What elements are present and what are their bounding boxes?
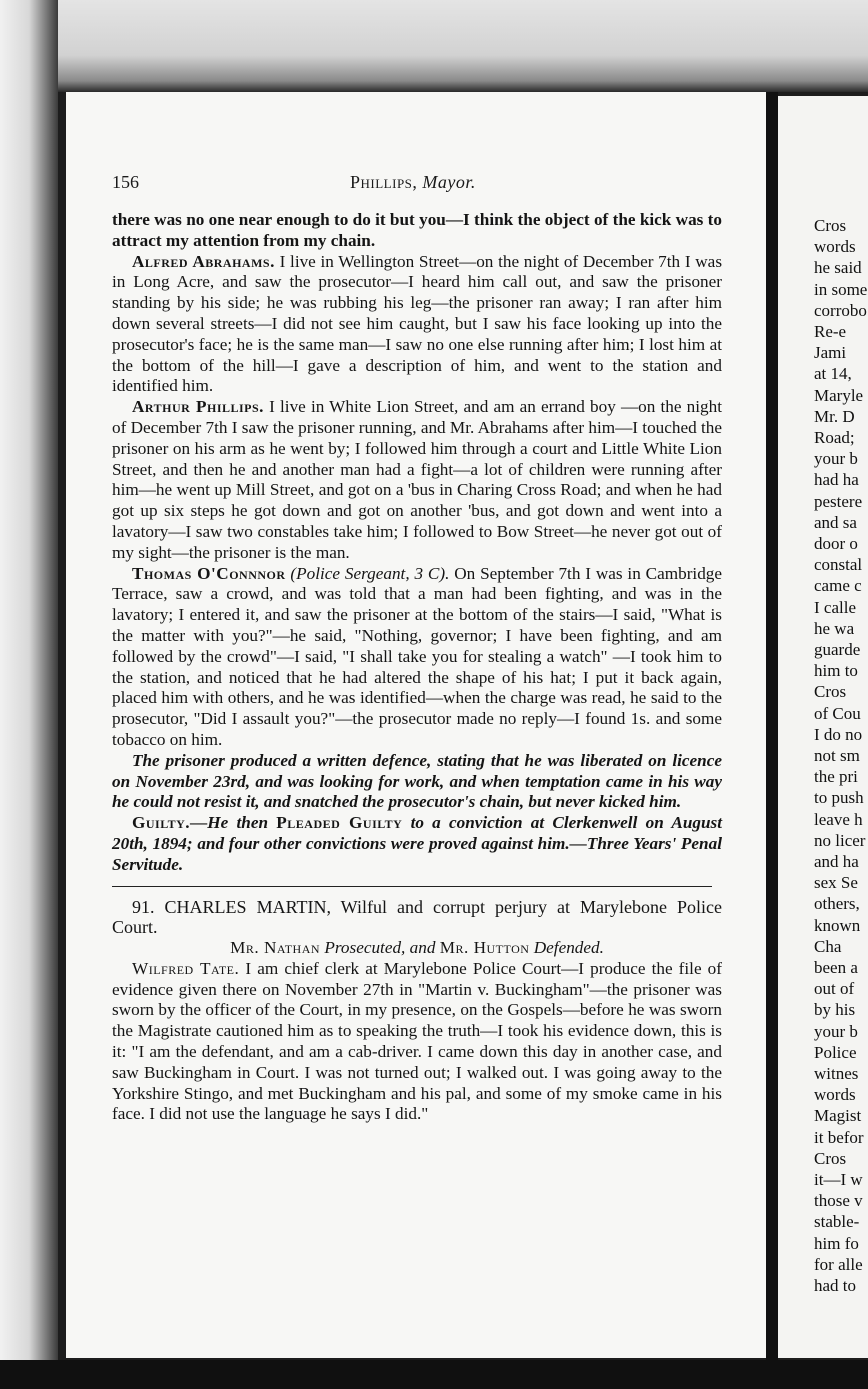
right-page-line: for alle (814, 1254, 863, 1274)
right-page-line: out of (814, 979, 855, 999)
right-page-line: to push (814, 788, 864, 808)
testimony: I live in Wellington Street—on the night of December 7th I was in Long Acre, and saw the prosecutor—I heard him call out, and saw the prisoner standing by his side; he was rubbing his leg—the prisoner ran away; I ran after him down several streets—I did not see him caught, but I saw his face looking up into the prosecutor's face; he is the same man—I saw no one else running after him; I lost him at the bottom of the hill—I gave a description of him, and went to the station and identified him. (112, 251, 723, 396)
right-page-line: others, (814, 894, 860, 914)
right-page-line: Cha (814, 936, 842, 956)
right-page-line: and ha (814, 852, 859, 871)
book-bottom-edge (0, 1360, 868, 1389)
right-page-line: witnes (814, 1064, 859, 1083)
paragraph (112, 252, 722, 398)
paragraph (112, 564, 722, 751)
right-page-line: by his (814, 1000, 856, 1020)
page-body (112, 210, 722, 1125)
right-page-line: Cros (814, 1148, 847, 1168)
right-page-line: it befor (814, 1127, 864, 1147)
book-top-edge (0, 0, 868, 92)
right-page-line: been a (814, 958, 858, 977)
right-page-line: constal (814, 555, 863, 575)
right-page-line: in some (814, 279, 868, 299)
right-page-line: he said (814, 258, 862, 278)
right-page-line: door o (814, 534, 858, 553)
right-page-line: at 14, (814, 364, 852, 384)
witness-name: Alfred Abrahams. (132, 251, 275, 271)
right-page-line: words (814, 1085, 856, 1105)
right-page-line: guarde (814, 640, 861, 659)
paragraph: there was no one near enough to do it but you—I think the object of the kick was to attract my attention from my chain. (112, 210, 722, 250)
right-page-line: your b (814, 449, 858, 469)
witness-name: Arthur Phillips. (132, 397, 264, 417)
right-page-line: corrobo (814, 300, 867, 320)
right-page-line: had ha (814, 470, 859, 490)
right-page-line: it—I w (814, 1170, 863, 1189)
testimony: I live in White Lion Street, and am an errand boy —on the night of December 7th I saw the prisoner running, and Mr. Abrahams after him—I touched the prisoner on his arm as he went by; I followed him through a court and Little White Lion Street, and then he and another man had a fight—a lot of children were running after him—he went up Mill Street, and got on a 'bus in Charing Cross Road; and when he had got up six steps he got down and got on another 'bus, and got down and went into a lavatory—I saw two constables take him; I followed to Bow Street—he never got out of my sight—the prisoner is the man. (112, 397, 723, 562)
right-page-line: Maryle (814, 385, 864, 405)
right-page-line: of Cou (814, 703, 861, 723)
right-page-line: and sa (814, 512, 857, 532)
book-left-edge (0, 0, 58, 1389)
witness-role: (Police Sergeant, 3 C). (290, 563, 450, 583)
paragraph (112, 959, 722, 1125)
witness-name: Thomas O'Connnor (132, 563, 286, 583)
testimony: I am chief clerk at Marylebone Police Court—I produce the file of evidence given there on November 27th in "Martin v. Buckingham"—the prisoner was sworn by the officer of the Court, in my presence, on the Gospels—before he was sworn the Magistrate cautioned him as to speaking the truth—I took his evidence down, this is it: "I am the defendant, and am a cab-driver. I came down this day in another case, and saw Buckingham in Court. I was not turned out; I walked out. I was going away to the Yorkshire Stingo, and met Buckingham and his pal, and some of my smoke came in his face. I did not use the language he says I did." (112, 958, 722, 1124)
right-page-line: Magist (814, 1106, 862, 1126)
case-heading: 91. CHARLES MARTIN, Wilful and corrupt perjury at Marylebone Police Court. (112, 896, 722, 938)
right-page-line: him fo (814, 1233, 859, 1253)
testimony: On September 7th I was in Cambridge Terrace, saw a crowd, and was told that a man had been fighting, and was in the lavatory; I entered it, and saw the prisoner at the bottom of the stairs—I said, "What is the matter with you?"—he said, "Nothing, governor; I have been fighting, and am followed by the crowd"—I said, "I shall take you for stealing a watch" —I took him to the station, and noticed that he had altered the shape of his hat; I put it back again, placed him with others, and he was identified—when the charge was read, he said to the prosecutor, "Did I assault you?"—the prosecutor made no reply—I found 1s. and some tobacco on him. (112, 563, 723, 749)
right-page-line: had to (814, 1276, 857, 1295)
section-rule (112, 886, 712, 887)
right-page-line: known (814, 915, 861, 935)
right-page-line: leave h (814, 809, 863, 829)
right-page-line: Road; (814, 428, 855, 447)
right-page-line: Jami (814, 343, 847, 363)
verdict: Guilty.—He then Pleaded Guilty to a conviction at Clerkenwell on August 20th, 1894; and four other convictions were proved against him.—Three Years' Penal Servitude. (112, 813, 722, 874)
page-number: 156 (112, 172, 139, 192)
right-page-line: sex Se (814, 873, 858, 893)
right-page-line: he wa (814, 618, 855, 638)
defence-statement: The prisoner produced a written defence, stating that he was liberated on licence on November 23rd, and was looking for work, and when temptation came in his way he could not resist it, and snatched the prosecutor's chain, but never kicked him. (112, 750, 722, 812)
running-head-name: Phillips, (350, 172, 418, 192)
paragraph (112, 397, 722, 563)
right-page-line: those v (814, 1191, 863, 1211)
right-page-fragment (778, 96, 868, 1358)
running-head-title: Mayor. (422, 172, 476, 192)
right-page-line: Cros (814, 216, 847, 235)
right-page-line: Police (814, 1042, 857, 1062)
right-page-line: him to (814, 661, 858, 681)
right-page-line: Re-e (814, 322, 847, 341)
right-page-line: no licer (814, 830, 866, 850)
right-page-line: Mr. D (814, 406, 855, 426)
right-page-line: stable- (814, 1212, 860, 1232)
right-page-line: words (814, 237, 856, 257)
right-page-line: the pri (814, 767, 858, 787)
counsel-line: Mr. Nathan Prosecuted, and Mr. Hutton Defended. (230, 938, 604, 958)
page-header (112, 172, 722, 196)
running-head (350, 172, 476, 193)
right-page-line: not sm (814, 746, 860, 765)
right-page-line: your b (814, 1021, 858, 1041)
witness-name: Wilfred Tate. (132, 958, 240, 978)
right-page-line: pestere (814, 491, 863, 511)
right-page-line: I do no (814, 724, 863, 744)
right-page-line: Cros (814, 682, 847, 702)
right-page-line: came c (814, 576, 862, 596)
right-page-line: I calle (814, 597, 856, 617)
book-gutter (766, 92, 778, 1360)
